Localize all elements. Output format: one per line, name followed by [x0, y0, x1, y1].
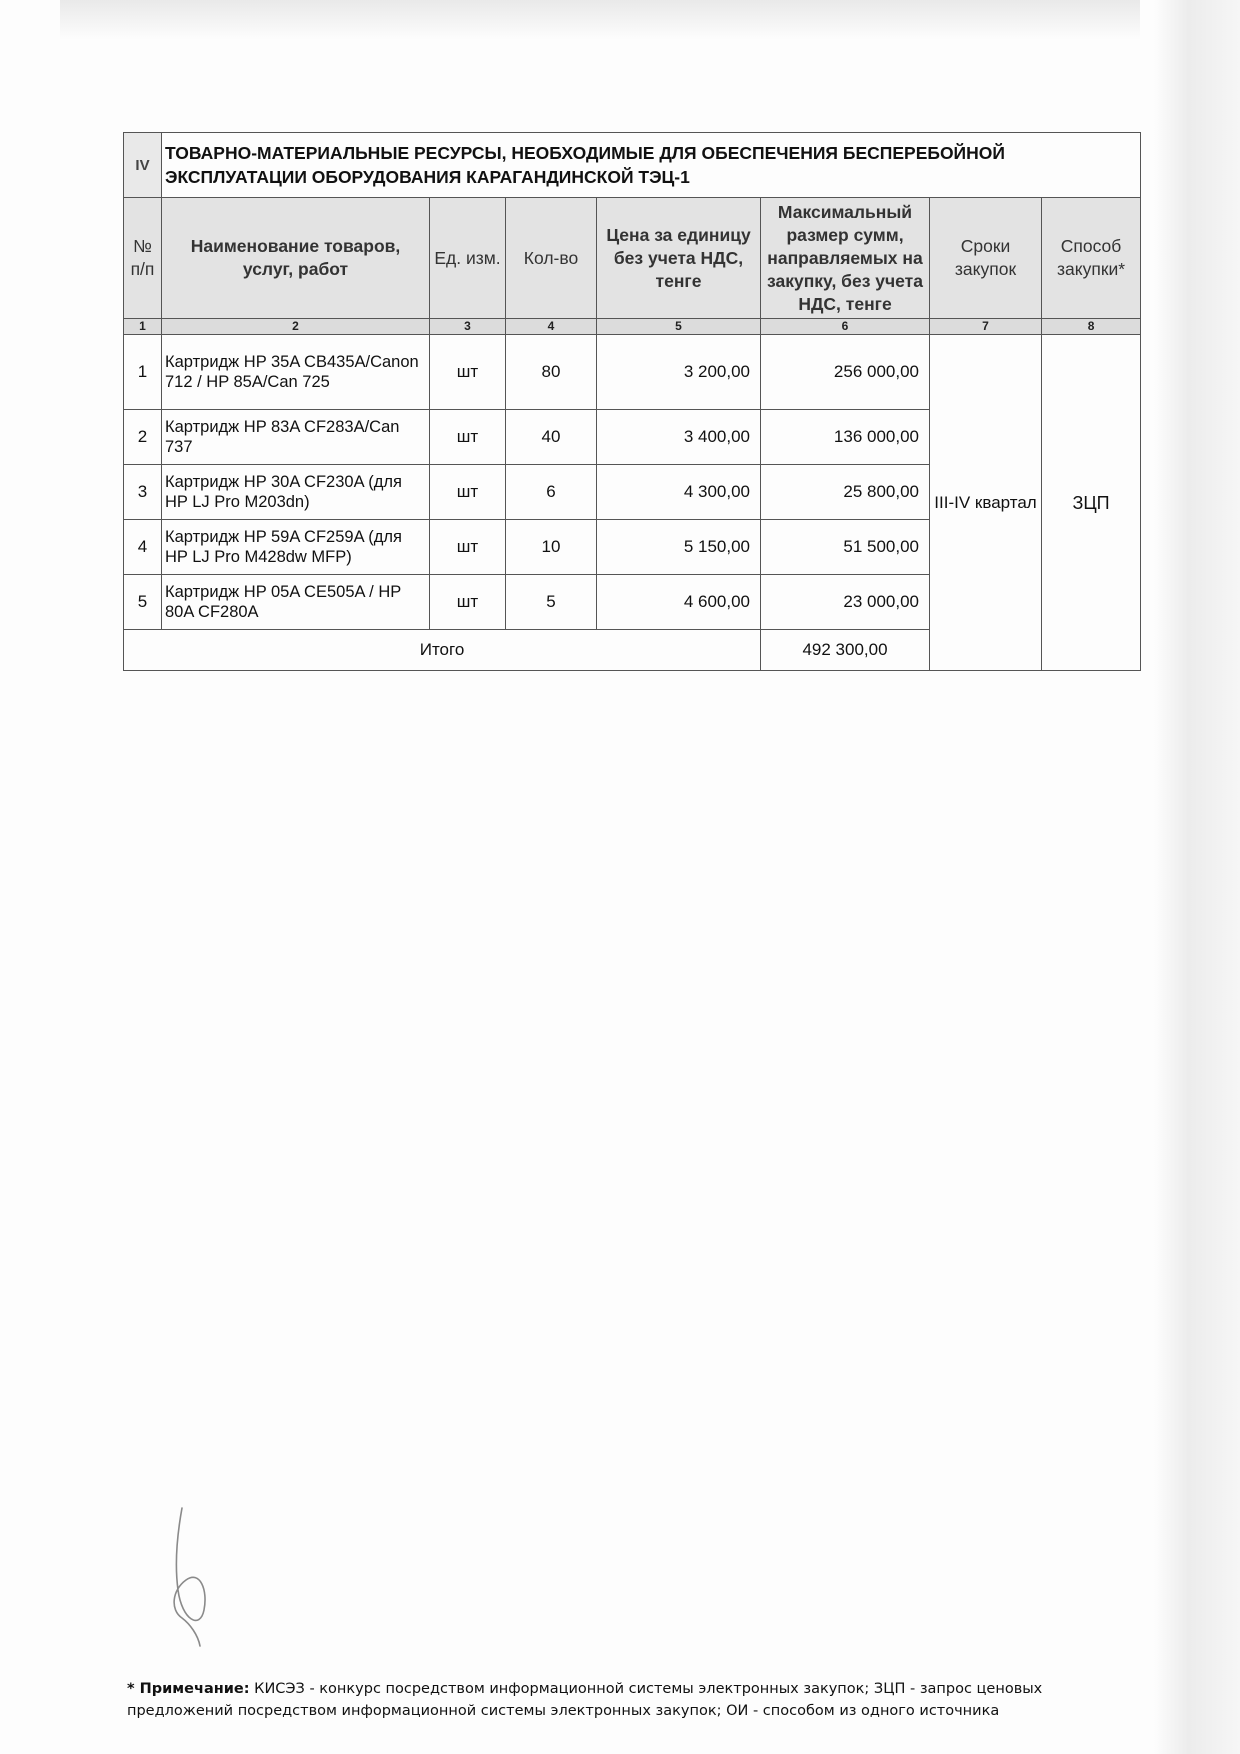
- row-num: 2: [124, 410, 162, 465]
- header-unit: Ед. изм.: [430, 198, 506, 319]
- row-unit: шт: [430, 575, 506, 630]
- row-num: 1: [124, 335, 162, 410]
- row-qty: 6: [506, 465, 597, 520]
- row-name: Картридж HP 30A CF230A (для HP LJ Pro M203dn): [162, 465, 430, 520]
- row-name: Картридж HP 83A CF283A/Can 737: [162, 410, 430, 465]
- row-sum: 136 000,00: [761, 410, 930, 465]
- row-name: Картридж HP 59A CF259A (для HP LJ Pro M428dw MFP): [162, 520, 430, 575]
- row-sum: 256 000,00: [761, 335, 930, 410]
- row-num: 4: [124, 520, 162, 575]
- column-number: 6: [761, 319, 930, 335]
- row-qty: 5: [506, 575, 597, 630]
- header-period: Сроки закупок: [930, 198, 1042, 319]
- row-price: 4 600,00: [597, 575, 761, 630]
- table-row: [124, 335, 1141, 410]
- row-unit: шт: [430, 520, 506, 575]
- header-method: Способ закупки*: [1042, 198, 1141, 319]
- column-number: 2: [162, 319, 430, 335]
- method-cell: ЗЦП: [1042, 335, 1141, 671]
- row-unit: шт: [430, 410, 506, 465]
- total-value: 492 300,00: [761, 630, 930, 671]
- header-row: [124, 198, 1141, 319]
- column-number-row: [124, 319, 1141, 335]
- row-price: 3 200,00: [597, 335, 761, 410]
- period-cell: III-IV квартал: [930, 335, 1042, 671]
- row-unit: шт: [430, 465, 506, 520]
- row-num: 5: [124, 575, 162, 630]
- row-sum: 51 500,00: [761, 520, 930, 575]
- header-name: Наименование товаров, услуг, работ: [162, 198, 430, 319]
- row-name: Картридж HP 05A CE505A / HP 80A CF280A: [162, 575, 430, 630]
- column-number: 7: [930, 319, 1042, 335]
- row-price: 5 150,00: [597, 520, 761, 575]
- header-max-sum: Максимальный размер сумм, направляемых на закупку, без учета НДС, тенге: [761, 198, 930, 319]
- column-number: 8: [1042, 319, 1141, 335]
- header-price: Цена за единицу без учета НДС, тенге: [597, 198, 761, 319]
- header-num: № п/п: [124, 198, 162, 319]
- row-price: 3 400,00: [597, 410, 761, 465]
- footnote-text: КИСЭЗ - конкурс посредством информационной системы электронных закупок; ЗЦП - запрос ценовых предложений посредством информационной системы электронных закупок; ОИ - способом из одного источника: [127, 1681, 1043, 1719]
- column-number: 3: [430, 319, 506, 335]
- row-qty: 10: [506, 520, 597, 575]
- footnote-prefix: * Примечание:: [127, 1681, 250, 1697]
- row-qty: 40: [506, 410, 597, 465]
- section-row: [124, 133, 1141, 198]
- scan-shadow-right: [1154, 0, 1240, 1754]
- row-sum: 25 800,00: [761, 465, 930, 520]
- section-number: IV: [124, 133, 162, 198]
- handwritten-signature: [160, 1500, 230, 1650]
- row-name: Картридж HP 35A CB435A/Canon 712 / HP 85A/Can 725: [162, 335, 430, 410]
- header-qty: Кол-во: [506, 198, 597, 319]
- column-number: 5: [597, 319, 761, 335]
- column-number: 1: [124, 319, 162, 335]
- section-title: ТОВАРНО-МАТЕРИАЛЬНЫЕ РЕСУРСЫ, НЕОБХОДИМЫЕ ДЛЯ ОБЕСПЕЧЕНИЯ БЕСПЕРЕБОЙНОЙ ЭКСПЛУАТАЦИИ ОБОРУДОВАНИЯ КАРАГАНДИНСКОЙ ТЭЦ-1: [162, 133, 1141, 198]
- row-sum: 23 000,00: [761, 575, 930, 630]
- scan-shadow-top: [60, 0, 1140, 40]
- footnote: [127, 1678, 1137, 1722]
- row-unit: шт: [430, 335, 506, 410]
- total-label: Итого: [124, 630, 761, 671]
- row-qty: 80: [506, 335, 597, 410]
- row-price: 4 300,00: [597, 465, 761, 520]
- row-num: 3: [124, 465, 162, 520]
- procurement-table: [123, 132, 1141, 671]
- column-number: 4: [506, 319, 597, 335]
